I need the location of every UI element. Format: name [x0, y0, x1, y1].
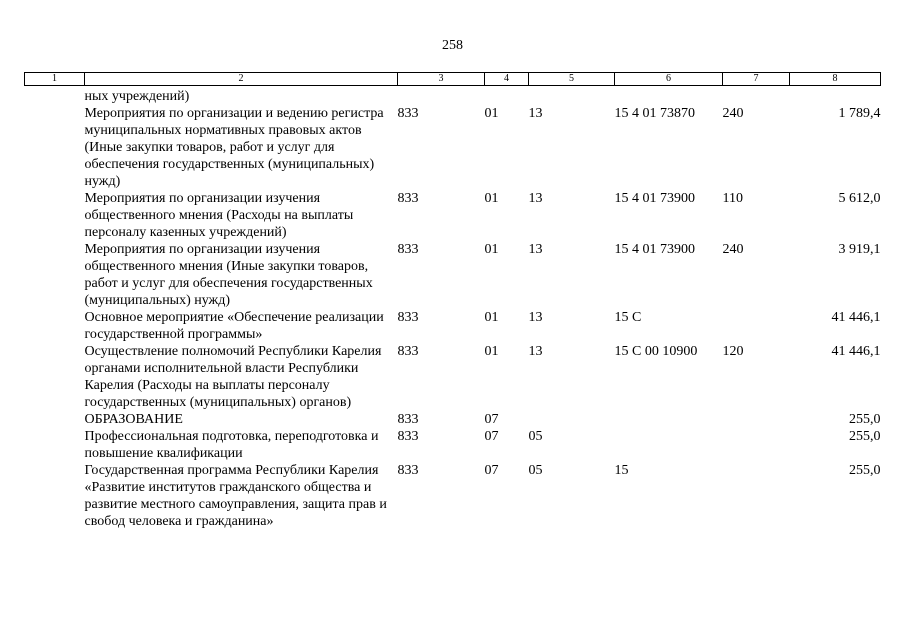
table-row: [25, 411, 881, 428]
table-row: [25, 190, 881, 241]
table-header: [25, 73, 881, 86]
cell-index: [25, 462, 85, 530]
table-row: [25, 86, 881, 106]
cell-index: [25, 86, 85, 106]
cell-subsection: 05: [528, 429, 543, 444]
budget-table: [24, 72, 881, 530]
cell-expense-type: [723, 309, 790, 343]
cell-subsection: 13: [528, 106, 543, 121]
cell-amount: 3 919,1: [838, 242, 881, 257]
cell-expense-type: [723, 462, 790, 530]
cell-expense-type: 110: [722, 191, 743, 206]
cell-index: [25, 428, 85, 462]
table-body: [25, 86, 881, 531]
cell-amount: [790, 86, 881, 106]
cell-index: [25, 105, 85, 190]
cell-target-article: 15 4 01 73900: [614, 242, 695, 257]
cell-index: [25, 343, 85, 411]
cell-name: Мероприятия по организации изучения общественного мнения (Расходы на выплаты персоналу казенных учреждений): [84, 191, 354, 240]
cell-ministry-code: 833: [397, 463, 419, 478]
column-number-2: 2: [85, 73, 398, 86]
cell-subsection: 13: [528, 310, 543, 325]
cell-subsection: [529, 86, 615, 106]
cell-name: ОБРАЗОВАНИЕ: [84, 412, 183, 427]
cell-section: 07: [484, 412, 499, 427]
cell-ministry-code: 833: [397, 106, 419, 121]
cell-section: 01: [484, 191, 499, 206]
cell-name: Профессиональная подготовка, переподготовка и повышение квалификации: [84, 429, 379, 461]
cell-ministry-code: 833: [397, 429, 419, 444]
cell-amount: 255,0: [849, 412, 881, 427]
cell-section: 01: [484, 310, 499, 325]
column-number-4: 4: [485, 73, 529, 86]
cell-target-article: 15 С: [614, 310, 642, 325]
table-row: [25, 241, 881, 309]
cell-section: 01: [484, 106, 499, 121]
cell-index: [25, 190, 85, 241]
cell-target-article: 15: [614, 463, 629, 478]
cell-expense-type: 240: [722, 106, 744, 121]
cell-expense-type: 120: [722, 344, 744, 359]
cell-ministry-code: [398, 86, 485, 106]
cell-ministry-code: 833: [397, 242, 419, 257]
cell-amount: 255,0: [849, 429, 881, 444]
cell-name: Государственная программа Республики Карелия «Развитие институтов гражданского общества и развитие местного самоуправления, защита прав и свобод человека и гражданина»: [84, 463, 387, 529]
cell-subsection: 13: [528, 344, 543, 359]
column-number-1: 1: [25, 73, 85, 86]
table-row: [25, 428, 881, 462]
cell-section: 07: [484, 463, 499, 478]
cell-name: Осуществление полномочий Республики Карелия органами исполнительной власти Республики Карелия (Расходы на выплаты персоналу государственных (муниципальных) органов): [84, 344, 382, 410]
cell-target-article: 15 4 01 73900: [614, 191, 695, 206]
cell-name: Основное мероприятие «Обеспечение реализации государственной программы»: [84, 310, 384, 342]
cell-target-article: [615, 411, 723, 428]
table-row: [25, 343, 881, 411]
cell-name: Мероприятия по организации и ведению регистра муниципальных нормативных правовых актов (Иные закупки товаров, работ и услуг для обеспечения государственных (муниципальных) нужд): [84, 106, 384, 189]
column-number-8: 8: [790, 73, 881, 86]
cell-ministry-code: 833: [397, 310, 419, 325]
table-row: [25, 462, 881, 530]
cell-index: [25, 309, 85, 343]
cell-amount: 255,0: [849, 463, 881, 478]
cell-section: 01: [484, 344, 499, 359]
cell-ministry-code: 833: [397, 344, 419, 359]
cell-section: 07: [484, 429, 499, 444]
cell-expense-type: [723, 428, 790, 462]
cell-amount: 41 446,1: [831, 310, 881, 325]
table-row: [25, 105, 881, 190]
cell-section: 01: [484, 242, 499, 257]
column-number-3: 3: [398, 73, 485, 86]
column-number-5: 5: [529, 73, 615, 86]
cell-amount: 41 446,1: [831, 344, 881, 359]
cell-name: Мероприятия по организации изучения общественного мнения (Иные закупки товаров, работ и услуг для обеспечения государственных (муниципальных) нужд): [84, 242, 373, 308]
cell-expense-type: [723, 86, 790, 106]
cell-ministry-code: 833: [397, 412, 419, 427]
cell-index: [25, 411, 85, 428]
cell-target-article: 15 4 01 73870: [614, 106, 695, 121]
cell-index: [25, 241, 85, 309]
cell-target-article: [615, 86, 723, 106]
column-number-6: 6: [615, 73, 723, 86]
page-number: 258: [442, 38, 463, 53]
cell-subsection: 05: [528, 463, 543, 478]
cell-subsection: 13: [528, 191, 543, 206]
cell-expense-type: 240: [722, 242, 744, 257]
cell-target-article: [615, 428, 723, 462]
cell-subsection: 13: [528, 242, 543, 257]
cell-section: [485, 86, 529, 106]
cell-name: ных учреждений): [84, 89, 190, 104]
cell-amount: 1 789,4: [838, 106, 881, 121]
cell-amount: 5 612,0: [838, 191, 881, 206]
cell-ministry-code: 833: [397, 191, 419, 206]
column-number-7: 7: [723, 73, 790, 86]
cell-target-article: 15 С 00 10900: [614, 344, 698, 359]
table-row: [25, 309, 881, 343]
cell-expense-type: [723, 411, 790, 428]
cell-subsection: [529, 411, 615, 428]
